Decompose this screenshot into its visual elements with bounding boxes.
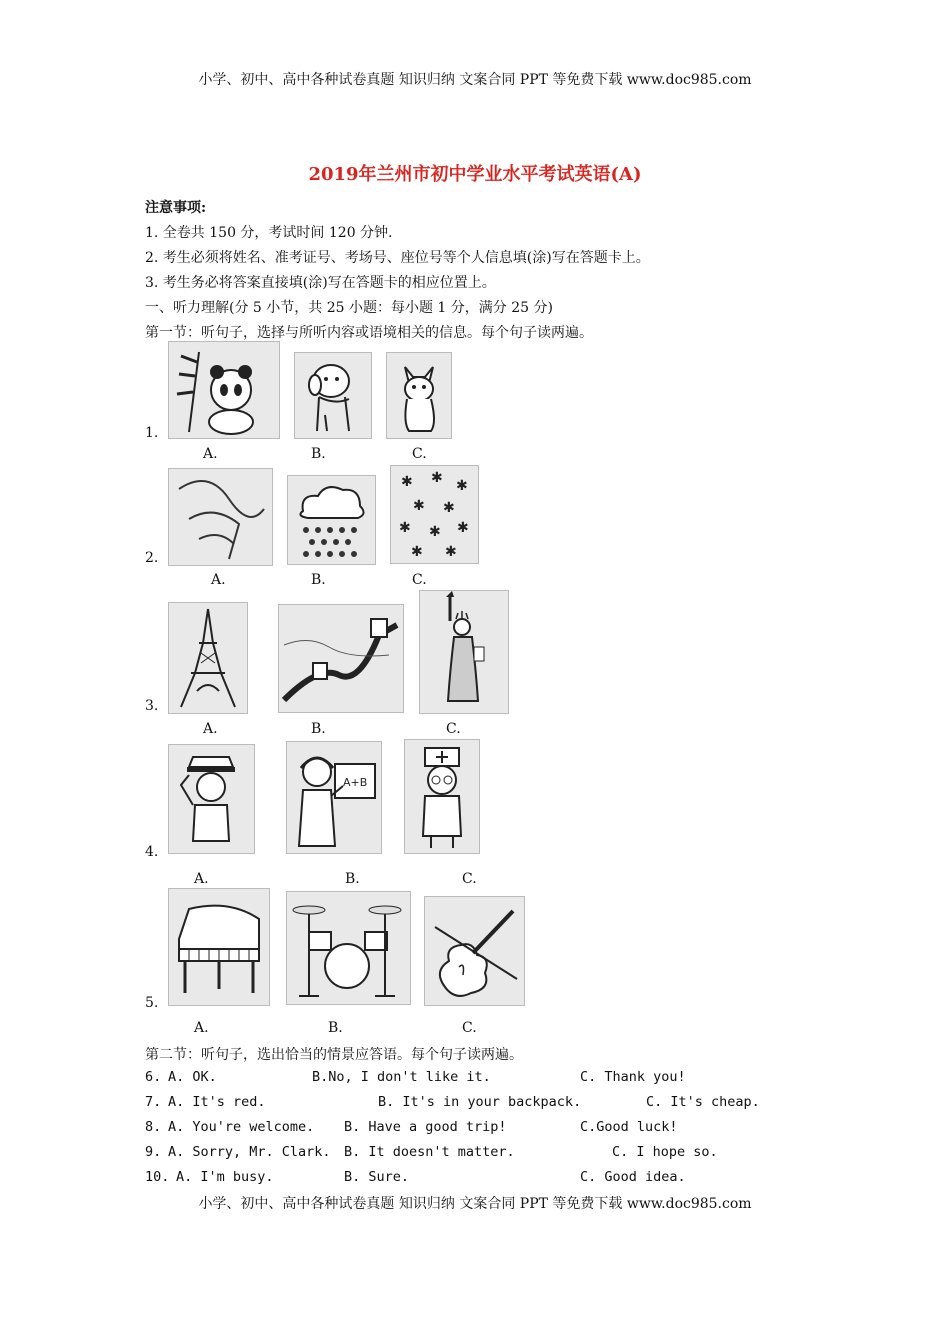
svg-text:✱: ✱ [411, 544, 423, 560]
option-label: C. [446, 721, 461, 737]
option-label: B. [345, 871, 360, 887]
question-number: 6. [145, 1069, 162, 1085]
svg-text:✱: ✱ [456, 478, 468, 494]
option-label: A. [194, 871, 209, 887]
eiffel-tower-icon [168, 602, 248, 714]
svg-text:✱: ✱ [401, 474, 413, 490]
answer-option-a: A. OK. [168, 1069, 217, 1085]
answer-option-c: C. I hope so. [612, 1144, 718, 1160]
question-number: 3. [145, 698, 159, 714]
violin-icon [424, 896, 525, 1006]
option-label: A. [203, 721, 218, 737]
policeman-icon [168, 744, 255, 854]
wind-icon [168, 468, 273, 566]
page-footer: 小学、初中、高中各种试卷真题 知识归纳 文案合同 PPT 等免费下载 www.doc985.com [198, 1196, 752, 1212]
exam-title: 2019年兰州市初中学业水平考试英语(A) [308, 164, 642, 185]
answer-option-b: B. Sure. [344, 1169, 410, 1185]
statue-of-liberty-icon [419, 590, 509, 714]
option-label: B. [311, 721, 326, 737]
svg-text:✱: ✱ [413, 498, 425, 514]
answer-option-c: C. Good idea. [580, 1169, 686, 1185]
option-label: A. [211, 572, 226, 588]
answer-option-a: A. You're welcome. [168, 1119, 315, 1135]
question-number: 9. [145, 1144, 162, 1160]
question-number: 4. [145, 844, 159, 860]
section1-heading: 第一节：听句子，选择与所听内容或语境相关的信息。每个句子读两遍。 [145, 325, 593, 341]
option-label: C. [412, 446, 427, 462]
section2-heading: 第二节：听句子，选出恰当的情景应答语。每个句子读两遍。 [145, 1047, 523, 1063]
option-label: A. [203, 446, 218, 462]
answer-option-b: B.No, I don't like it. [312, 1069, 491, 1085]
svg-text:✱: ✱ [431, 470, 443, 486]
option-label: C. [462, 1020, 477, 1036]
svg-text:✱: ✱ [445, 544, 457, 560]
answer-option-a: A. It's red. [168, 1094, 266, 1110]
answer-option-c: C. Thank you! [580, 1069, 686, 1085]
panda-icon [168, 341, 280, 439]
option-label: B. [328, 1020, 343, 1036]
drums-icon [286, 891, 411, 1005]
question-number: 2. [145, 550, 159, 566]
teacher-icon [286, 741, 382, 854]
notes-heading: 注意事项: [145, 200, 207, 216]
option-label: A. [194, 1020, 209, 1036]
snow-icon [390, 465, 479, 564]
question-number: 1. [145, 425, 159, 441]
question-number: 7. [145, 1094, 162, 1110]
piano-icon [168, 888, 270, 1006]
note-item: 1. 全卷共 150 分，考试时间 120 分钟. [145, 225, 393, 241]
answer-option-a: A. Sorry, Mr. Clark. [168, 1144, 331, 1160]
svg-text:✱: ✱ [457, 520, 469, 536]
question-number: 8. [145, 1119, 162, 1135]
svg-text:✱: ✱ [399, 520, 411, 536]
answer-option-b: B. It doesn't matter. [344, 1144, 515, 1160]
question-number: 10. [145, 1169, 170, 1185]
option-label: C. [412, 572, 427, 588]
option-label: C. [462, 871, 477, 887]
dog-icon [294, 352, 372, 439]
svg-text:A+B: A+B [343, 776, 368, 789]
note-item: 2. 考生必须将姓名、准考证号、考场号、座位号等个人信息填(涂)写在答题卡上。 [145, 250, 650, 266]
option-label: B. [311, 446, 326, 462]
doctor-icon [404, 739, 480, 854]
answer-option-b: B. Have a good trip! [344, 1119, 507, 1135]
answer-option-a: A. I'm busy. [176, 1169, 274, 1185]
rain-icon [287, 475, 376, 565]
svg-text:✱: ✱ [443, 500, 455, 516]
svg-text:✱: ✱ [429, 524, 441, 540]
question-number: 5. [145, 995, 159, 1011]
answer-option-c: C.Good luck! [580, 1119, 678, 1135]
answer-option-c: C. It's cheap. [646, 1094, 760, 1110]
note-item: 3. 考生务必将答案直接填(涂)写在答题卡的相应位置上。 [145, 275, 496, 291]
great-wall-icon [278, 604, 404, 713]
answer-option-b: B. It's in your backpack. [378, 1094, 582, 1110]
cat-icon [386, 352, 452, 439]
part1-heading: 一、听力理解(分 5 小节，共 25 小题：每小题 1 分，满分 25 分) [145, 300, 553, 316]
option-label: B. [311, 572, 326, 588]
page-header: 小学、初中、高中各种试卷真题 知识归纳 文案合同 PPT 等免费下载 www.doc985.com [198, 72, 752, 88]
